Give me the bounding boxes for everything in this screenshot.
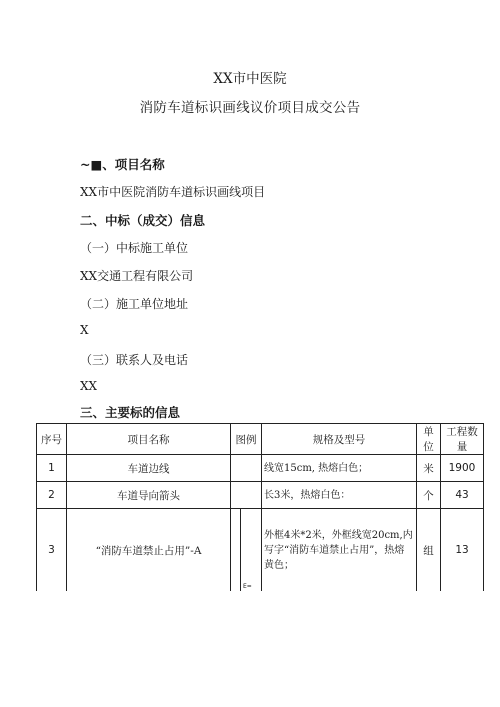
col-header-name: 项目名称: [67, 424, 231, 455]
col-header-unit: 单位: [417, 424, 441, 455]
subheading-contractor: （一）中标施工单位: [80, 241, 189, 255]
cell-no: 3: [37, 509, 67, 592]
section-heading-award-info: 二、中标（成交）信息: [80, 213, 206, 228]
contact-info: XX: [80, 379, 98, 393]
cell-name: 车道导向箭头: [67, 482, 231, 509]
col-header-qty: 工程数量: [441, 424, 484, 455]
table-row: [37, 482, 484, 509]
section-heading-main-items: 三、主要标的信息: [80, 405, 181, 420]
legend-divider: [240, 509, 241, 591]
cell-name: “消防车道禁止占用”-A: [67, 509, 231, 592]
cell-no: 1: [37, 455, 67, 482]
cell-legend: [231, 509, 262, 592]
cell-unit: 个: [417, 482, 441, 509]
cell-qty: 43: [441, 482, 484, 509]
subheading-contact: （三）联系人及电话: [80, 353, 189, 367]
document-title-line1: XX市中医院: [213, 71, 287, 87]
contractor-name: XX交通工程有限公司: [80, 269, 194, 283]
cell-spec: 外框4米*2米，外框线宽20cm,内写字“消防车道禁止占用”，热熔黄色；: [262, 509, 417, 592]
cell-unit: 米: [417, 455, 441, 482]
col-header-spec: 规格及型号: [262, 424, 417, 455]
subheading-contractor-address: （二）施工单位地址: [80, 297, 189, 311]
cell-spec: 长3米，热熔白色：: [262, 482, 417, 509]
legend-image-fragment: E=: [243, 583, 252, 590]
section-heading-project-name: ~■、项目名称: [80, 157, 165, 172]
table-row: [37, 509, 484, 592]
col-header-legend: 图例: [231, 424, 262, 455]
items-table: [36, 423, 484, 591]
cell-spec: 线宽15cm, 热熔白色；: [262, 455, 417, 482]
table-header-row: [37, 424, 484, 455]
cell-qty: 13: [441, 509, 484, 592]
document-title-line2: 消防车道标识画线议价项目成交公告: [139, 100, 361, 116]
table-row: [37, 455, 484, 482]
cell-unit: 组: [417, 509, 441, 592]
col-header-no: 序号: [37, 424, 67, 455]
project-name-text: XX市中医院消防车道标识画线项目: [80, 185, 266, 199]
cell-name: 车道边线: [67, 455, 231, 482]
cell-qty: 1900: [441, 455, 484, 482]
contractor-address: X: [80, 323, 89, 337]
cell-legend: [231, 482, 262, 509]
cell-no: 2: [37, 482, 67, 509]
cell-legend: [231, 455, 262, 482]
